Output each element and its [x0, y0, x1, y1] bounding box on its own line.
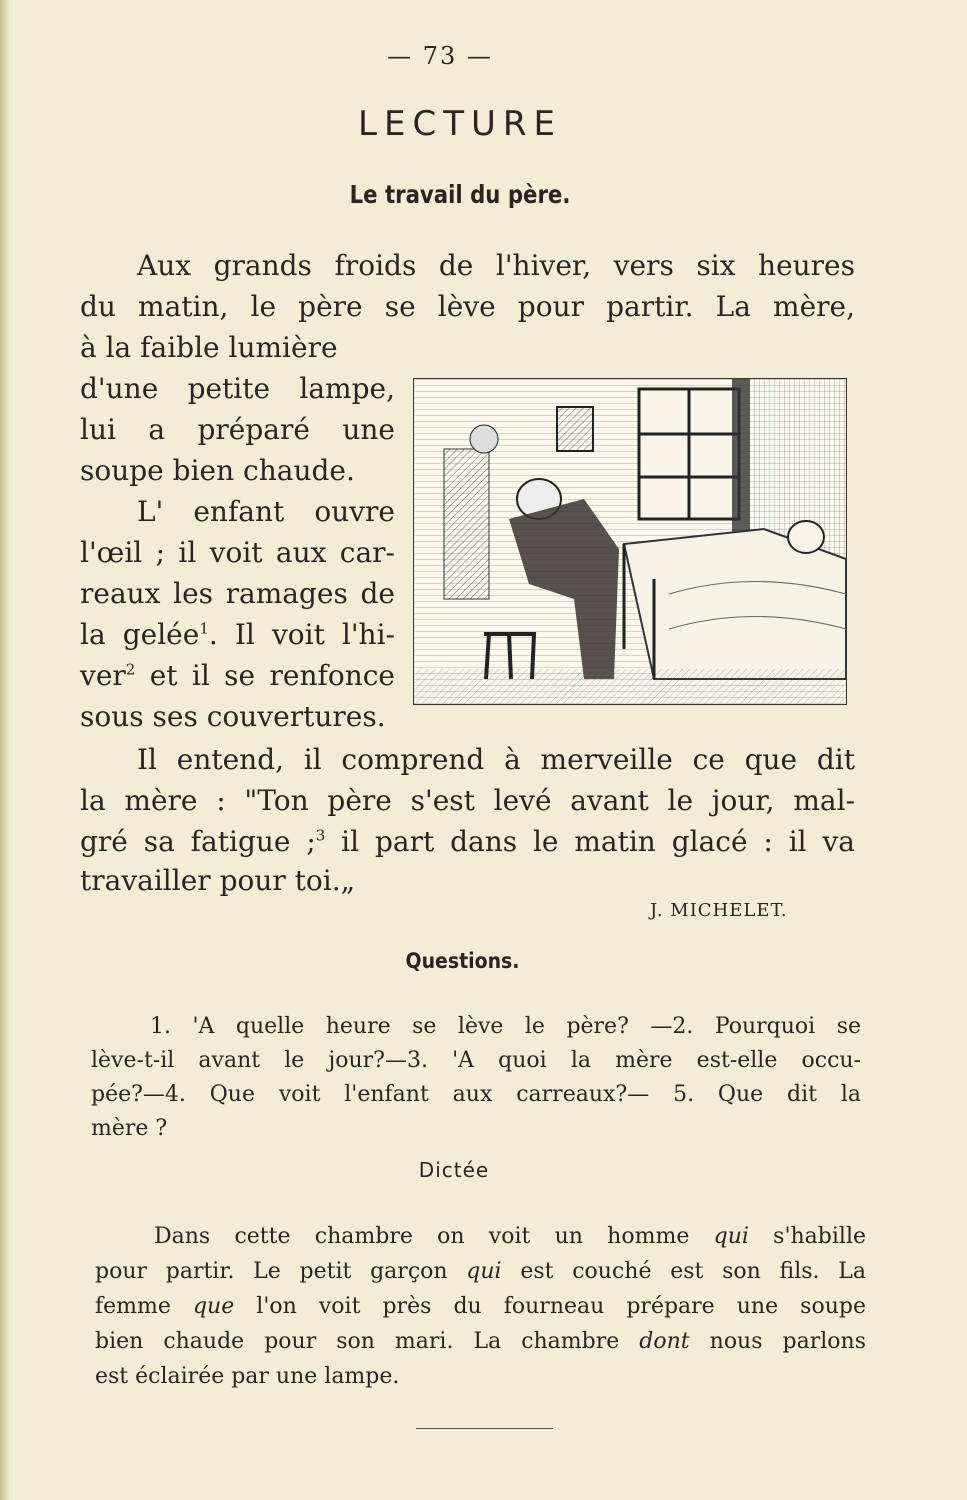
text-fragment: est couché est son fils. La: [501, 1259, 866, 1284]
text-fragment: l'on voit près du fourneau prépare une soupe: [234, 1294, 866, 1319]
page-binding-edge: [0, 0, 9, 1500]
dictee-title: Dictée: [418, 1158, 490, 1182]
wall-frame: [557, 407, 593, 451]
question-line: lève-t-il avant le jour?—3. 'A quoi la mère est-elle occu-: [91, 1048, 861, 1073]
story-line: la mère : "Ton père s'est levé avant le jour, mal-: [80, 784, 855, 817]
story-line: d'une petite lampe,: [80, 372, 395, 405]
story-line: [80, 822, 855, 862]
story-line: [80, 615, 395, 655]
footnote-mark: 1: [199, 619, 209, 638]
italic-word: qui: [713, 1224, 749, 1249]
dictee-line: [95, 1254, 866, 1289]
text-fragment: . Il voit l'hi-: [208, 618, 396, 651]
dictee-line: est éclairée par une lampe.: [95, 1364, 400, 1389]
section-title: LECTURE: [358, 104, 562, 144]
page-number: — 73 —: [387, 42, 493, 70]
illustration-bedroom-scene: [413, 378, 847, 705]
story-line: [80, 656, 395, 696]
story-line: soupe bien chaude.: [80, 454, 355, 487]
text-fragment: Dans cette chambre on voit un homme: [154, 1224, 714, 1249]
italic-word: que: [192, 1294, 235, 1319]
story-line: sous ses couvertures.: [80, 700, 386, 733]
question-line: pée?—4. Que voit l'enfant aux carreaux?— 5. Que dit la: [91, 1082, 861, 1107]
story-line: travailler pour toi.„: [80, 864, 356, 897]
child-head: [788, 521, 824, 553]
text-fragment: bien chaude pour son mari. La chambre: [95, 1329, 640, 1354]
text-fragment: il part dans le matin glacé : il va: [325, 825, 855, 858]
author-attribution: J. MICHELET.: [650, 900, 788, 921]
story-line: à la faible lumière: [80, 331, 338, 364]
text-fragment: gré sa fatigue ;: [80, 825, 316, 858]
end-rule: [416, 1428, 553, 1429]
text-fragment: femme: [95, 1294, 193, 1319]
story-line: reaux les ramages de: [80, 577, 395, 610]
engraving-drawing: [414, 379, 846, 704]
dictee-line: [95, 1219, 866, 1254]
text-fragment: pour partir. Le petit garçon: [95, 1259, 467, 1284]
footnote-mark: 3: [315, 826, 326, 845]
story-line: l'œil ; il voit aux car-: [80, 536, 395, 569]
italic-word: dont: [639, 1329, 690, 1354]
story-title: Le travail du père.: [349, 180, 571, 209]
story-line: Aux grands froids de l'hiver, vers six heures: [137, 249, 855, 282]
text-fragment: s'habille: [748, 1224, 866, 1249]
dictee-line: [95, 1324, 866, 1359]
italic-word: qui: [466, 1259, 502, 1284]
mother-figure: [444, 449, 489, 599]
footnote-mark: 2: [125, 660, 136, 679]
question-line: mère ?: [91, 1116, 168, 1141]
story-line: du matin, le père se lève pour partir. La mère,: [80, 290, 855, 323]
questions-title: Questions.: [405, 949, 520, 973]
text-fragment: la gelée: [80, 618, 200, 651]
text-fragment: nous parlons: [689, 1329, 866, 1354]
text-fragment: et il se renfonce: [135, 659, 395, 692]
story-line: L' enfant ouvre: [137, 495, 395, 528]
question-line: 1. 'A quelle heure se lève le père? —2. Pourquoi se: [150, 1014, 861, 1039]
story-line: lui a préparé une: [80, 413, 395, 446]
story-line: Il entend, il comprend à merveille ce que dit: [137, 743, 855, 776]
text-fragment: ver: [80, 659, 126, 692]
dictee-line: [95, 1289, 866, 1324]
